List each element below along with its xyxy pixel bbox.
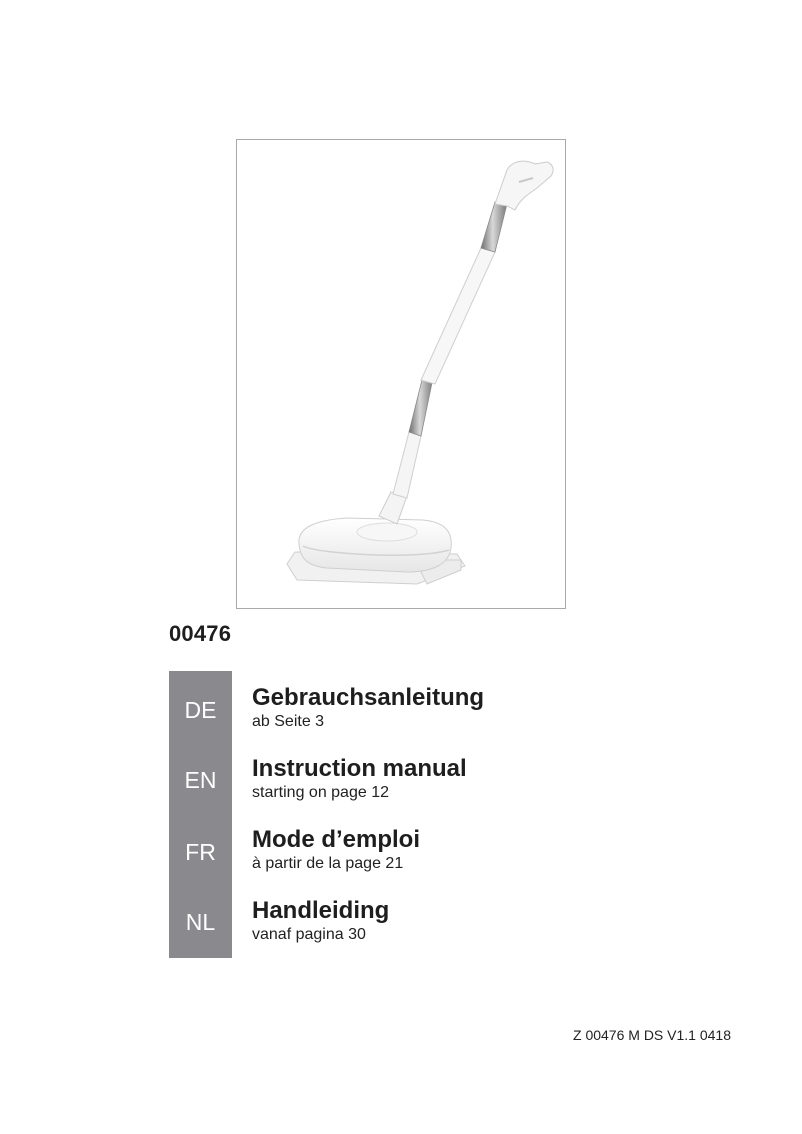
product-image <box>236 139 566 609</box>
lang-code-fr: FR <box>185 839 216 865</box>
lang-code-en: EN <box>184 767 217 793</box>
language-entry-nl <box>252 897 389 945</box>
language-entry-fr <box>252 826 420 874</box>
manual-page-de: ab Seite 3 <box>252 713 325 730</box>
manual-title-en: Instruction manual <box>252 755 467 782</box>
article-number: 00476 <box>169 621 232 646</box>
lang-code-de: DE <box>184 697 217 723</box>
manual-title-de: Gebrauchsanleitung <box>252 684 485 711</box>
language-bar <box>169 671 232 958</box>
manual-title-fr: Mode d’emploi <box>252 826 420 853</box>
manual-page-nl: vanaf pagina 30 <box>252 926 366 943</box>
language-entry-de <box>252 684 484 732</box>
manual-title-nl: Handleiding <box>252 897 390 924</box>
document-code: Z 00476 M DS V1.1 0418 <box>573 1027 731 1043</box>
manual-page-fr: à partir de la page 21 <box>252 855 404 872</box>
language-entry-en <box>252 755 467 803</box>
manual-page-en: starting on page 12 <box>252 784 389 801</box>
mop-illustration <box>237 140 567 610</box>
lang-code-nl: NL <box>185 909 216 935</box>
